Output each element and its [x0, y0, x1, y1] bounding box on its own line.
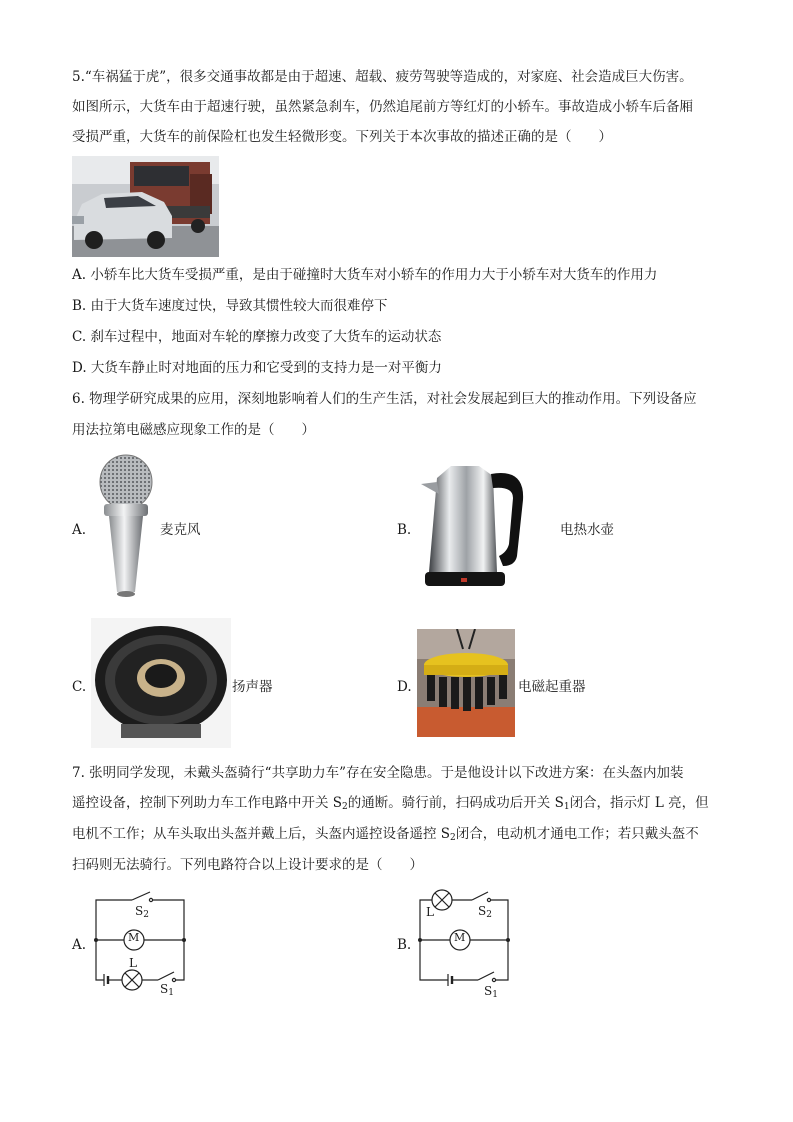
q7-option-a-letter: A.	[72, 937, 87, 953]
switch-s1-label-a: $S_1$	[160, 982, 174, 998]
q6-stem-line1: 6. 物理学研究成果的应用，深刻地影响着人们的生产生活，对社会发展起到巨大的推动作用。下列设备应	[72, 391, 697, 407]
q7-stem-line2: 遥控设备，控制下列助力车工作电路中开关 $S_2$的通断。骑行前，扫码成功后开关 $S_1$闭合，指示灯 L 亮，但	[72, 795, 709, 812]
q6-option-a-letter: A.	[72, 522, 87, 538]
q5-stem-line1: 5.“车祸猛于虎”，很多交通事故都是由于超速、超载、疲劳驾驶等造成的，对家庭、社会造成巨大伤害。	[72, 69, 693, 85]
motor-label-b: M	[454, 931, 466, 944]
q7-stem-line4: 扫码则无法骑行。下列电路符合以上设计要求的是（ ）	[72, 857, 423, 873]
q6-option-a-label: 麦克风	[160, 522, 201, 538]
q6-option-b-label: 电热水壶	[560, 522, 614, 538]
electromagnetic-lifter-image	[417, 629, 515, 737]
car-crash-photo	[72, 156, 219, 257]
loudspeaker-image	[91, 618, 231, 748]
q5-stem-line2: 如图所示，大货车由于超速行驶，虽然紧急刹车，仍然追尾前方等红灯的小轿车。事故造成小轿车后备厢	[72, 99, 693, 115]
q5-option-d: D. 大货车静止时对地面的压力和它受到的支持力是一对平衡力	[72, 360, 442, 376]
q6-option-c-letter: C.	[72, 679, 87, 695]
q5-option-c: C. 刹车过程中，地面对车轮的摩擦力改变了大货车的运动状态	[72, 329, 442, 345]
q6-option-d-letter: D.	[397, 679, 412, 695]
q6-stem-line2: 用法拉第电磁感应现象工作的是（ ）	[72, 422, 315, 438]
motor-label-a: M	[128, 931, 140, 944]
circuit-diagram-b	[412, 886, 522, 1001]
q6-option-c-label: 扬声器	[232, 679, 273, 695]
switch-s1-label-b: $S_1$	[484, 984, 498, 1000]
q6-option-b-letter: B.	[397, 522, 412, 538]
switch-s2-label-a: $S_2$	[135, 904, 149, 920]
q5-stem-line3: 受损严重，大货车的前保险杠也发生轻微形变。下列关于本次事故的描述正确的是（ ）	[72, 129, 612, 145]
electric-kettle-image	[417, 460, 529, 594]
q7-option-b-letter: B.	[397, 937, 412, 953]
switch-s2-label-b: $S_2$	[478, 904, 492, 920]
q5-option-b: B. 由于大货车速度过快，导致其惯性较大而很难停下	[72, 298, 388, 314]
circuit-diagram-a	[88, 886, 198, 1001]
q5-option-a: A. 小轿车比大货车受损严重，是由于碰撞时大货车对小轿车的作用力大于小轿车对大货车的作用力	[72, 267, 658, 283]
q7-stem-line1: 7. 张明同学发现，未戴头盔骑行“共享助力车”存在安全隐患。于是他设计以下改进方案：在头盔内加装	[72, 765, 684, 781]
microphone-image	[95, 452, 157, 600]
lamp-label-a: L	[129, 956, 137, 970]
q7-stem-line3: 电机不工作；从车头取出头盔并戴上后，头盔内遥控设备遥控 $S_2$闭合，电动机才通电工作；若只戴头盔不	[72, 826, 699, 843]
lamp-label-b: L	[426, 905, 434, 919]
q6-option-d-label: 电磁起重器	[518, 679, 586, 695]
